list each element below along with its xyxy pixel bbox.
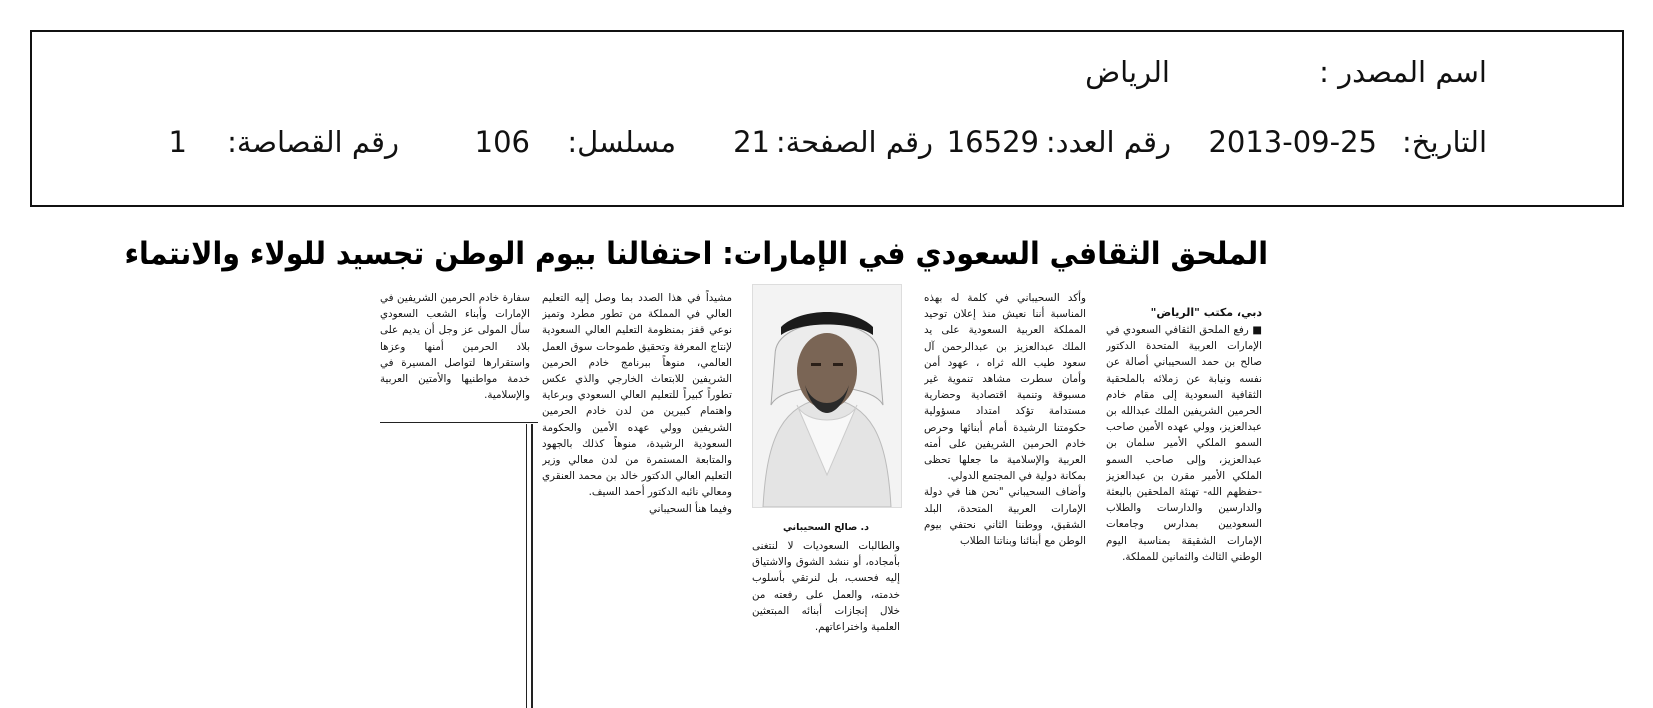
page-number-label: رقم الصفحة:	[775, 125, 933, 159]
newspaper-clipping	[124, 232, 1268, 708]
article-column-2	[924, 290, 1086, 708]
article-paragraph: وفيما هنأ السحيباني	[649, 502, 732, 515]
article-column-3: والطالبات السعوديات لا لنتغنى بأمجاده، أو ننشد الشوق والاشتياق إليه فحسب، بل لنرتقي بأسلوب خدمته، والعمل على رفعته من خلال إنجازات أبنائه المبتعثين العلمية واختراعاتهم.	[752, 540, 900, 634]
clipping-number-value: 1	[168, 125, 187, 159]
source-label: اسم المصدر :	[1319, 55, 1487, 89]
page-number-value: 21	[733, 125, 770, 159]
article-column-4	[542, 290, 732, 708]
source-value: الرياض	[1085, 55, 1170, 89]
author-photo	[752, 284, 902, 508]
serial-value: 106	[474, 125, 530, 159]
serial-label: مسلسل:	[567, 125, 676, 159]
portrait-image	[753, 285, 901, 507]
column-divider-horizontal	[380, 422, 538, 423]
column-divider-vertical	[526, 424, 527, 708]
article-headline: الملحق الثقافي السعودي في الإمارات: احتفالنا بيوم الوطن تجسيد للولاء والانتماء	[124, 236, 1268, 272]
article-paragraph: وأكد السحيباني في كلمة له بهذه المناسبة أننا نعيش منذ إعلان توحيد المملكة العربية السعودية على يد الملك عبدالعزيز بن عبدالرحمن آل سعود طيب الله ثراه ، عهود أمن وأمان سطرت مشاهد تنموية غير مسبوقة وتنمية اقتصادية وحضارية مستدامة تؤكد امتداد مسؤولية حكومتنا الرشيدة أمام أبنائها وحرص خادم الحرمين الشريفين على أمته العربية والإسلامية ما جعلها تحظى بمكانة دولية في المجتمع الدولي.	[924, 292, 1086, 483]
column-divider-vertical	[531, 424, 533, 708]
issue-number-label: رقم العدد:	[1045, 125, 1171, 159]
article-paragraph: مشيداً في هذا الصدد بما وصل إليه التعليم العالي في المملكة من تطور مطرد وتميز نوعي قفز بمنظومة التعليم العالي السعودية لإنتاج المعرفة وتحقيق طموحات سوق العمل العالمي، منوهاً ببرنامج خادم الحرمين الشريفين للابتعاث الخارجي والذي عكس تطوراً كبيراً للتعليم العالي السعودي وبرعاية واهتمام كبيرين من لدن خادم الحرمين الشريفين وولي عهده الأمين والحكومة السعودية الرشيدة، منوهاً كذلك بالجهود والمتابعة المستمرة من لدن معالي وزير التعليم العالي الدكتور خالد بن محمد العنقري ومعالي نائبه الدكتور أحمد السيف.	[542, 292, 732, 499]
clipping-number-label: رقم القصاصة:	[227, 125, 399, 159]
article-column-5: سفارة خادم الحرمين الشريفين في الإمارات وأبناء الشعب السعودي سأل المولى عز وجل أن يديم على بلاد الحرمين أمنها وعزها واستقرارها لتواصل المسيرة في خدمة مواطنيها والأمتين العربية والإسلامية.	[380, 292, 530, 402]
article-byline: دبي، مكتب "الرياض"	[1150, 306, 1262, 319]
date-value: 2013-09-25	[1208, 125, 1377, 159]
article-column-1: ■ رفع الملحق الثقافي السعودي في الإمارات العربية المتحدة الدكتور صالح بن حمد السحيباني أصالة عن نفسه ونيابة عن زملائه بالملحقية الثقافية السعودية إلى مقام خادم الحرمين الشريفين الملك عبدالله بن عبدالعزيز، وولي عهده الأمين صاحب السمو الملكي الأمير سلمان بن عبدالعزيز، وإلى صاحب السمو الملكي الأمير مقرن بن عبدالعزيز -حفظهم الله- تهنئة الملحقين بالبعثة والدارسين والدارسات والطلاب السعوديين بمدارس وجامعات الإمارات الشقيقة بمناسبة اليوم الوطني الثالث والثمانين للمملكة.	[1106, 324, 1262, 563]
photo-caption: د. صالح السحيباني	[782, 522, 870, 533]
issue-number-value: 16529	[946, 125, 1039, 159]
date-label: التاريخ:	[1401, 125, 1487, 159]
article-paragraph: وأضاف السحيباني "نحن هنا في دولة الإمارات العربية المتحدة، البلد الشقيق، ووطننا الثاني نحتفي بيوم الوطن مع أبنائنا وبناتنا الطلاب	[924, 486, 1086, 548]
